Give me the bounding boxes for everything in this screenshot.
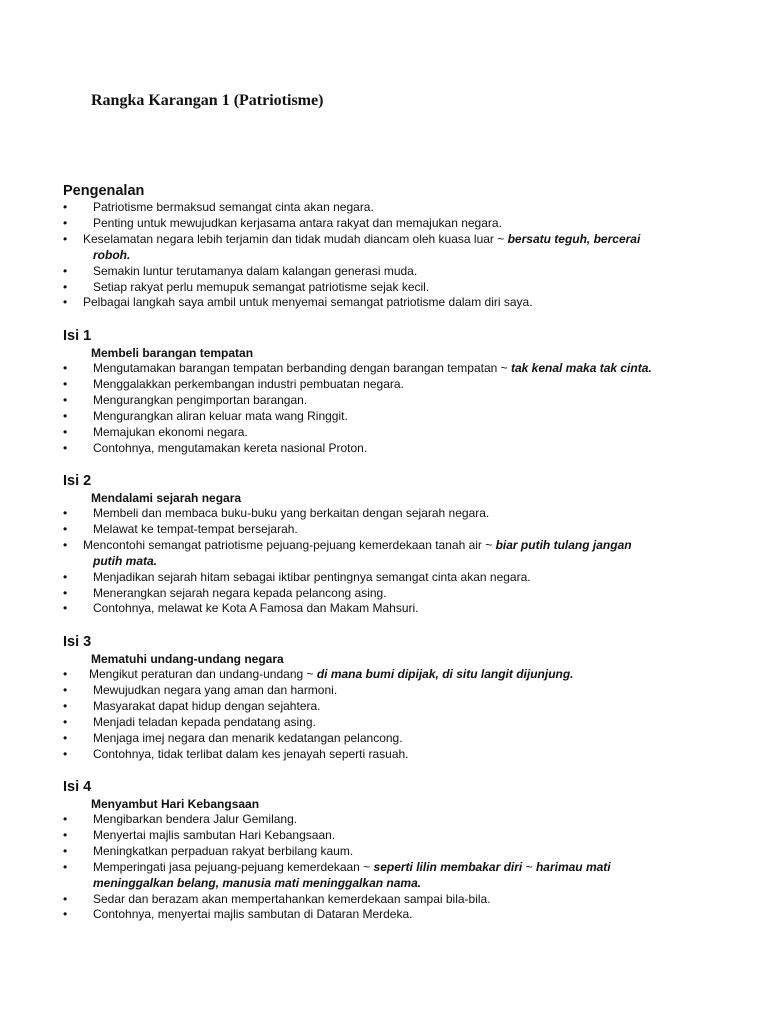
bullet-list bbox=[63, 506, 693, 617]
list-item bbox=[63, 860, 693, 892]
bullet-list bbox=[63, 200, 693, 311]
item-text: Masyarakat dapat hidup dengan sejahtera. bbox=[93, 698, 321, 713]
list-item bbox=[63, 506, 693, 522]
document-title: Rangka Karangan 1 (Patriotisme) bbox=[91, 92, 324, 109]
peribahasa: bersatu teguh, bercerai bbox=[507, 231, 641, 246]
list-item bbox=[63, 844, 693, 860]
list-item bbox=[63, 264, 693, 280]
sub-heading: Mematuhi undang-undang negara bbox=[91, 652, 284, 666]
bullet-list bbox=[63, 812, 693, 923]
item-text: Contohnya, melawat ke Kota A Famosa dan Makam Mahsuri. bbox=[93, 601, 419, 616]
list-item bbox=[63, 570, 693, 586]
item-text: Penting untuk mewujudkan kerjasama antara rakyat dan memajukan negara. bbox=[93, 215, 502, 230]
item-text: Mengurangkan pengimportan barangan. bbox=[93, 392, 308, 407]
peribahasa-continuation: roboh. bbox=[93, 247, 131, 262]
peribahasa-continuation: meninggalkan belang, manusia mati meninggalkan nama. bbox=[93, 875, 422, 890]
list-item bbox=[63, 828, 693, 844]
section-heading: Pengenalan bbox=[63, 183, 145, 199]
item-text: Mengikut peraturan dan undang-undang ~ bbox=[89, 667, 317, 681]
peribahasa: biar putih tulang jangan bbox=[495, 537, 632, 552]
bullet-list bbox=[63, 361, 693, 456]
list-item bbox=[63, 377, 693, 393]
item-text: Memajukan ekonomi negara. bbox=[93, 424, 248, 439]
list-item bbox=[63, 361, 693, 377]
item-text: Setiap rakyat perlu memupuk semangat patriotisme sejak kecil. bbox=[93, 279, 430, 294]
item-text: Sedar dan berazam akan mempertahankan kemerdekaan sampai bila-bila. bbox=[93, 891, 491, 906]
item-text: Mengutamakan barangan tempatan berbanding dengan barangan tempatan ~ bbox=[93, 361, 511, 375]
list-item bbox=[63, 812, 693, 828]
section-heading: Isi 1 bbox=[63, 328, 92, 344]
list-item bbox=[63, 280, 693, 296]
item-text: Menjadi teladan kepada pendatang asing. bbox=[93, 714, 316, 729]
bullet-list bbox=[63, 667, 693, 762]
sub-heading: Membeli barangan tempatan bbox=[91, 346, 254, 360]
item-text: Contohnya, tidak terlibat dalam kes jenayah seperti rasuah. bbox=[93, 746, 409, 761]
peribahasa: seperti lilin membakar diri bbox=[373, 859, 523, 874]
section-pengenalan bbox=[63, 183, 693, 311]
item-text: Memperingati jasa pejuang-pejuang kemerdekaan ~ bbox=[93, 859, 374, 874]
list-item bbox=[63, 907, 693, 923]
item-text: Mengibarkan bendera Jalur Gemilang. bbox=[93, 812, 298, 826]
list-item bbox=[63, 699, 693, 715]
list-item bbox=[63, 731, 693, 747]
list-item bbox=[63, 715, 693, 731]
list-item bbox=[63, 393, 693, 409]
section-heading: Isi 2 bbox=[63, 473, 92, 489]
list-item bbox=[63, 522, 693, 538]
item-text: Mewujudkan negara yang aman dan harmoni. bbox=[93, 682, 338, 697]
item-text: Menyertai majlis sambutan Hari Kebangsaan. bbox=[93, 827, 336, 842]
item-text: Mencontohi semangat patriotisme pejuang-pejuang kemerdekaan tanah air ~ bbox=[83, 537, 496, 552]
item-text: Keselamatan negara lebih terjamin dan tidak mudah diancam oleh kuasa luar ~ bbox=[83, 231, 508, 246]
item-text: Mengurangkan aliran keluar mata wang Ringgit. bbox=[93, 408, 348, 423]
list-item bbox=[63, 683, 693, 699]
item-text: Semakin luntur terutamanya dalam kalangan generasi muda. bbox=[93, 263, 418, 278]
list-item bbox=[63, 747, 693, 763]
list-item bbox=[63, 441, 693, 457]
list-item bbox=[63, 892, 693, 908]
separator: ~ bbox=[522, 859, 536, 874]
list-item bbox=[63, 586, 693, 602]
list-item bbox=[63, 216, 693, 232]
item-text: Contohnya, mengutamakan kereta nasional Proton. bbox=[93, 440, 368, 455]
list-item bbox=[63, 200, 693, 216]
list-item bbox=[63, 538, 693, 570]
item-text: Membeli dan membaca buku-buku yang berkaitan dengan sejarah negara. bbox=[93, 506, 490, 520]
item-text: Menggalakkan perkembangan industri pembuatan negara. bbox=[93, 376, 404, 391]
list-item bbox=[63, 409, 693, 425]
item-text: Menjaga imej negara dan menarik kedatangan pelancong. bbox=[93, 730, 403, 745]
item-text: Patriotisme bermaksud semangat cinta akan negara. bbox=[93, 200, 374, 214]
list-item bbox=[63, 667, 693, 683]
list-item bbox=[63, 601, 693, 617]
sub-heading: Menyambut Hari Kebangsaan bbox=[91, 797, 260, 811]
section-isi-2 bbox=[63, 473, 693, 617]
item-text: Meningkatkan perpaduan rakyat berbilang kaum. bbox=[93, 843, 354, 858]
sub-heading: Mendalami sejarah negara bbox=[91, 491, 242, 505]
peribahasa: harimau mati bbox=[535, 859, 611, 874]
section-heading: Isi 3 bbox=[63, 634, 92, 650]
item-text: Menerangkan sejarah negara kepada pelancong asing. bbox=[93, 585, 387, 600]
peribahasa-continuation: putih mata. bbox=[93, 553, 158, 568]
item-text: Menjadikan sejarah hitam sebagai iktibar pentingnya semangat cinta akan negara. bbox=[93, 569, 531, 584]
list-item bbox=[63, 232, 693, 264]
list-item bbox=[63, 295, 693, 311]
item-text: Melawat ke tempat-tempat bersejarah. bbox=[93, 521, 298, 536]
section-heading: Isi 4 bbox=[63, 779, 92, 795]
section-isi-4 bbox=[63, 779, 693, 923]
peribahasa: tak kenal maka tak cinta. bbox=[510, 361, 652, 375]
item-text: Contohnya, menyertai majlis sambutan di Dataran Merdeka. bbox=[93, 907, 413, 922]
section-isi-1 bbox=[63, 328, 693, 456]
list-item bbox=[63, 425, 693, 441]
section-isi-3 bbox=[63, 634, 693, 762]
peribahasa: di mana bumi dipijak, di situ langit dijunjung. bbox=[316, 667, 574, 681]
item-text: Pelbagai langkah saya ambil untuk menyemai semangat patriotisme dalam diri saya. bbox=[83, 295, 533, 310]
